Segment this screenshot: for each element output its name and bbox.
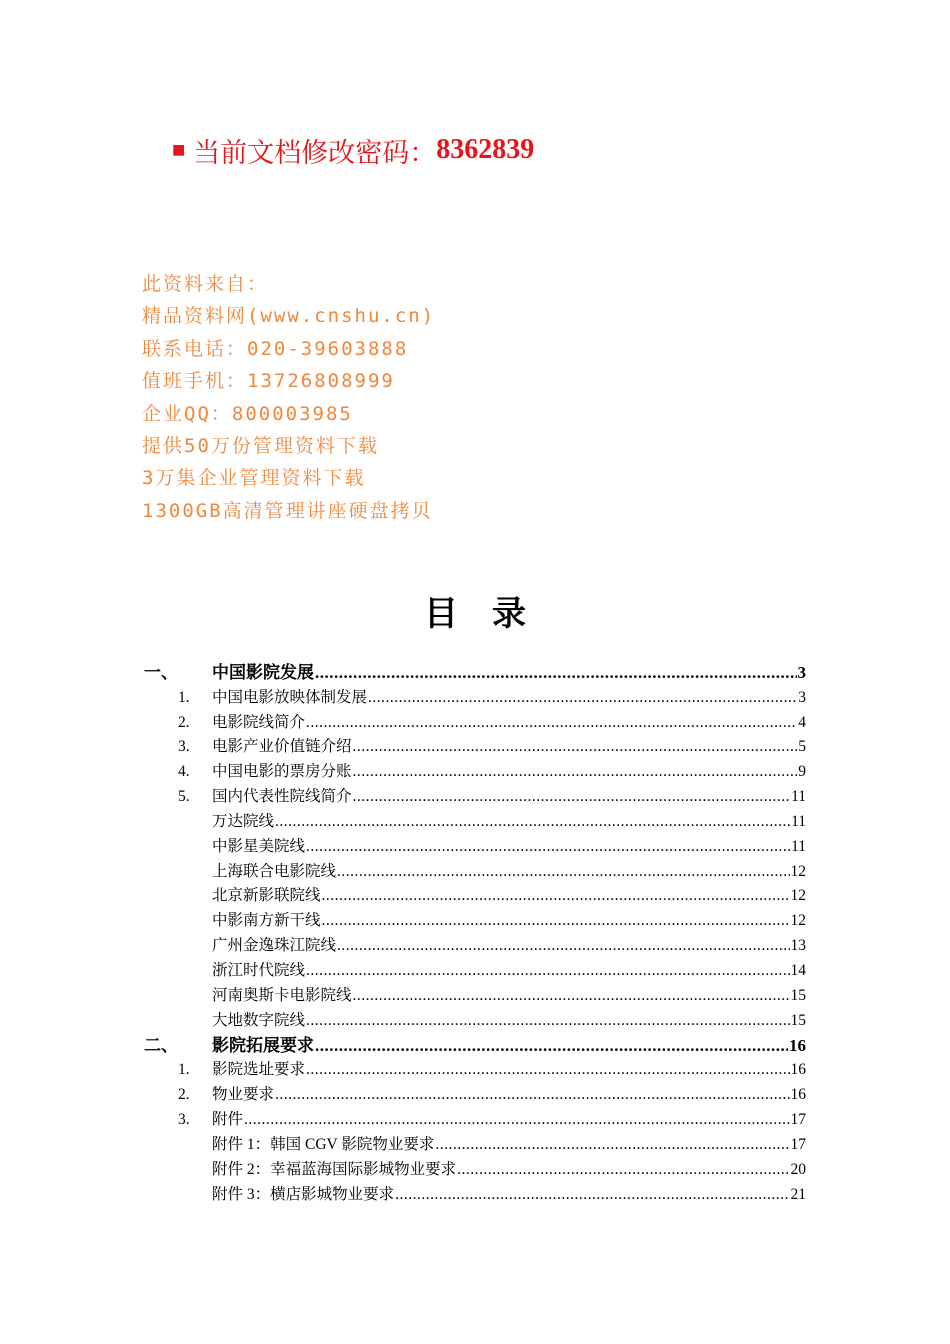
toc-entry-title: 中影星美院线 [212, 837, 306, 855]
toc-entry-number: 2. [178, 1086, 190, 1104]
toc-dot-leader [306, 713, 797, 736]
square-bullet-icon: ■ [172, 137, 186, 162]
toc-dot-leader [315, 1036, 788, 1059]
toc-entry-number: 1. [178, 1061, 190, 1079]
toc-entry-title: 附件 2：幸福蓝海国际影城物业要求 [212, 1160, 457, 1178]
source-line: 1300GB高清管理讲座硬盘拷贝 [142, 499, 433, 522]
toc-entry[interactable] [140, 736, 806, 761]
toc-dot-leader [275, 1085, 789, 1108]
toc-dot-leader [353, 762, 798, 785]
toc-entry-number [140, 1155, 212, 1158]
toc-entry-title: 北京新影联院线 [212, 887, 321, 905]
toc-entry-title: 影院拓展要求 [212, 1035, 314, 1055]
toc-dot-leader [337, 862, 789, 885]
toc-entry-title: 电影产业价值链介绍 [212, 738, 352, 756]
toc-entry[interactable] [140, 860, 806, 885]
password-notice [172, 128, 534, 172]
toc-entry[interactable] [140, 959, 806, 984]
toc-dot-leader [435, 1135, 789, 1158]
toc-entry-number [140, 857, 212, 860]
toc-entry[interactable] [140, 661, 806, 686]
toc-entry-number [140, 906, 212, 909]
toc-entry-title: 影院选址要求 [212, 1061, 306, 1079]
toc-entry-page: 12 [790, 887, 806, 905]
toc-entry-title: 附件 3：横店影城物业要求 [212, 1185, 395, 1203]
toc-dot-leader [353, 737, 798, 760]
source-line: 此资料来自： [142, 273, 269, 295]
password-label: 当前文档修改密码： [193, 137, 437, 168]
toc-entry-page: 5 [798, 738, 806, 756]
toc-entry-number: 1. [178, 688, 190, 706]
toc-entry-title: 物业要求 [212, 1086, 275, 1104]
toc-entry[interactable] [140, 1059, 806, 1084]
toc-dot-leader [244, 1110, 789, 1133]
toc-entry-number: 一、 [144, 662, 178, 682]
toc-entry[interactable] [140, 984, 806, 1009]
toc-entry-page: 15 [790, 986, 806, 1004]
password-code: 8362839 [436, 134, 535, 165]
toc-entry-page: 16 [789, 1035, 806, 1055]
toc-entry[interactable] [140, 1183, 806, 1208]
source-line-website[interactable]: 精品资料网(www.cnshu.cn) [142, 305, 436, 328]
toc-entry-title: 中国影院发展 [212, 662, 314, 682]
toc-entry-page: 20 [790, 1160, 806, 1178]
toc-entry-title: 国内代表性院线简介 [212, 788, 352, 806]
toc-entry-number [140, 1031, 212, 1034]
toc-entry-number: 5. [178, 788, 190, 806]
toc-entry-number [140, 1205, 212, 1208]
toc-entry-number: 2. [178, 713, 190, 731]
source-line-qq: 企业QQ：800003985 [142, 402, 353, 425]
toc-dot-leader [306, 961, 789, 984]
toc-entry-page: 12 [790, 912, 806, 930]
toc-entry-page: 11 [791, 788, 806, 806]
toc-entry[interactable] [140, 885, 806, 910]
toc-entry[interactable] [140, 1083, 806, 1108]
toc-entry-number [140, 832, 212, 835]
toc-entry-number: 3. [178, 1111, 190, 1129]
toc-title: 目录 [424, 596, 560, 633]
toc-entry-number [140, 1006, 212, 1009]
toc-dot-leader [353, 986, 790, 1009]
toc-dot-leader [306, 1060, 789, 1083]
toc-entry[interactable] [140, 909, 806, 934]
toc-entry[interactable] [140, 1009, 806, 1034]
toc-entry[interactable] [140, 711, 806, 736]
toc-entry[interactable] [140, 934, 806, 959]
source-info-block [142, 268, 562, 527]
toc-entry-page: 3 [798, 688, 806, 706]
toc-dot-leader [275, 812, 790, 835]
toc-entry-page: 4 [798, 713, 806, 731]
toc-entry-page: 17 [790, 1111, 806, 1129]
toc-entry-title: 电影院线简介 [212, 713, 306, 731]
source-line-phone: 联系电话：020-39603888 [142, 337, 409, 360]
toc-entry-page: 14 [790, 961, 806, 979]
toc-entry-number [140, 981, 212, 984]
toc-dot-leader [337, 936, 789, 959]
source-line: 3万集企业管理资料下载 [142, 467, 366, 490]
toc-dot-leader [322, 911, 790, 934]
toc-entry-page: 11 [791, 837, 806, 855]
toc-dot-leader [353, 787, 791, 810]
toc-dot-leader [315, 663, 797, 686]
toc-entry-page: 9 [798, 763, 806, 781]
toc-dot-leader [306, 837, 790, 860]
toc-entry[interactable] [140, 785, 806, 810]
toc-dot-leader [322, 886, 790, 909]
toc-entry-title: 广州金逸珠江院线 [212, 937, 337, 955]
toc-entry-number [140, 1180, 212, 1183]
toc-entry[interactable] [140, 1158, 806, 1183]
toc-entry[interactable] [140, 1034, 806, 1059]
toc-entry-page: 15 [790, 1011, 806, 1029]
toc-entry-number [140, 931, 212, 934]
toc-entry-number [140, 956, 212, 959]
table-of-contents [140, 661, 806, 1208]
toc-entry[interactable] [140, 810, 806, 835]
toc-entry-title: 中影南方新干线 [212, 912, 321, 930]
toc-entry-title: 河南奥斯卡电影院线 [212, 986, 352, 1004]
source-line-mobile: 值班手机：13726808999 [142, 370, 395, 393]
toc-entry-number: 3. [178, 738, 190, 756]
toc-entry-page: 16 [790, 1086, 806, 1104]
toc-dot-leader [395, 1185, 789, 1208]
toc-entry-page: 12 [790, 862, 806, 880]
toc-entry[interactable] [140, 1108, 806, 1133]
toc-entry-title: 大地数字院线 [212, 1011, 306, 1029]
toc-entry-number: 4. [178, 763, 190, 781]
source-line: 提供50万份管理资料下载 [142, 434, 379, 457]
toc-entry-page: 3 [797, 662, 806, 682]
toc-entry-page: 11 [791, 812, 806, 830]
toc-dot-leader [306, 1011, 789, 1034]
toc-dot-leader [457, 1160, 789, 1183]
toc-entry-title: 上海联合电影院线 [212, 862, 337, 880]
toc-entry[interactable] [140, 1133, 806, 1158]
toc-entry-number: 二、 [144, 1035, 178, 1055]
toc-entry-page: 21 [790, 1185, 806, 1203]
toc-dot-leader [368, 688, 797, 711]
toc-entry-title: 中国电影的票房分账 [212, 763, 352, 781]
toc-entry[interactable] [140, 835, 806, 860]
toc-entry-title: 中国电影放映体制发展 [212, 688, 368, 706]
toc-entry-page: 13 [790, 937, 806, 955]
toc-entry[interactable] [140, 686, 806, 711]
toc-entry-title: 浙江时代院线 [212, 961, 306, 979]
toc-entry[interactable] [140, 760, 806, 785]
toc-entry-title: 附件 [212, 1111, 244, 1129]
toc-entry-page: 16 [790, 1061, 806, 1079]
toc-entry-page: 17 [790, 1135, 806, 1153]
toc-entry-number [140, 882, 212, 885]
toc-entry-title: 附件 1：韩国 CGV 影院物业要求 [212, 1135, 435, 1153]
toc-entry-title: 万达院线 [212, 812, 275, 830]
